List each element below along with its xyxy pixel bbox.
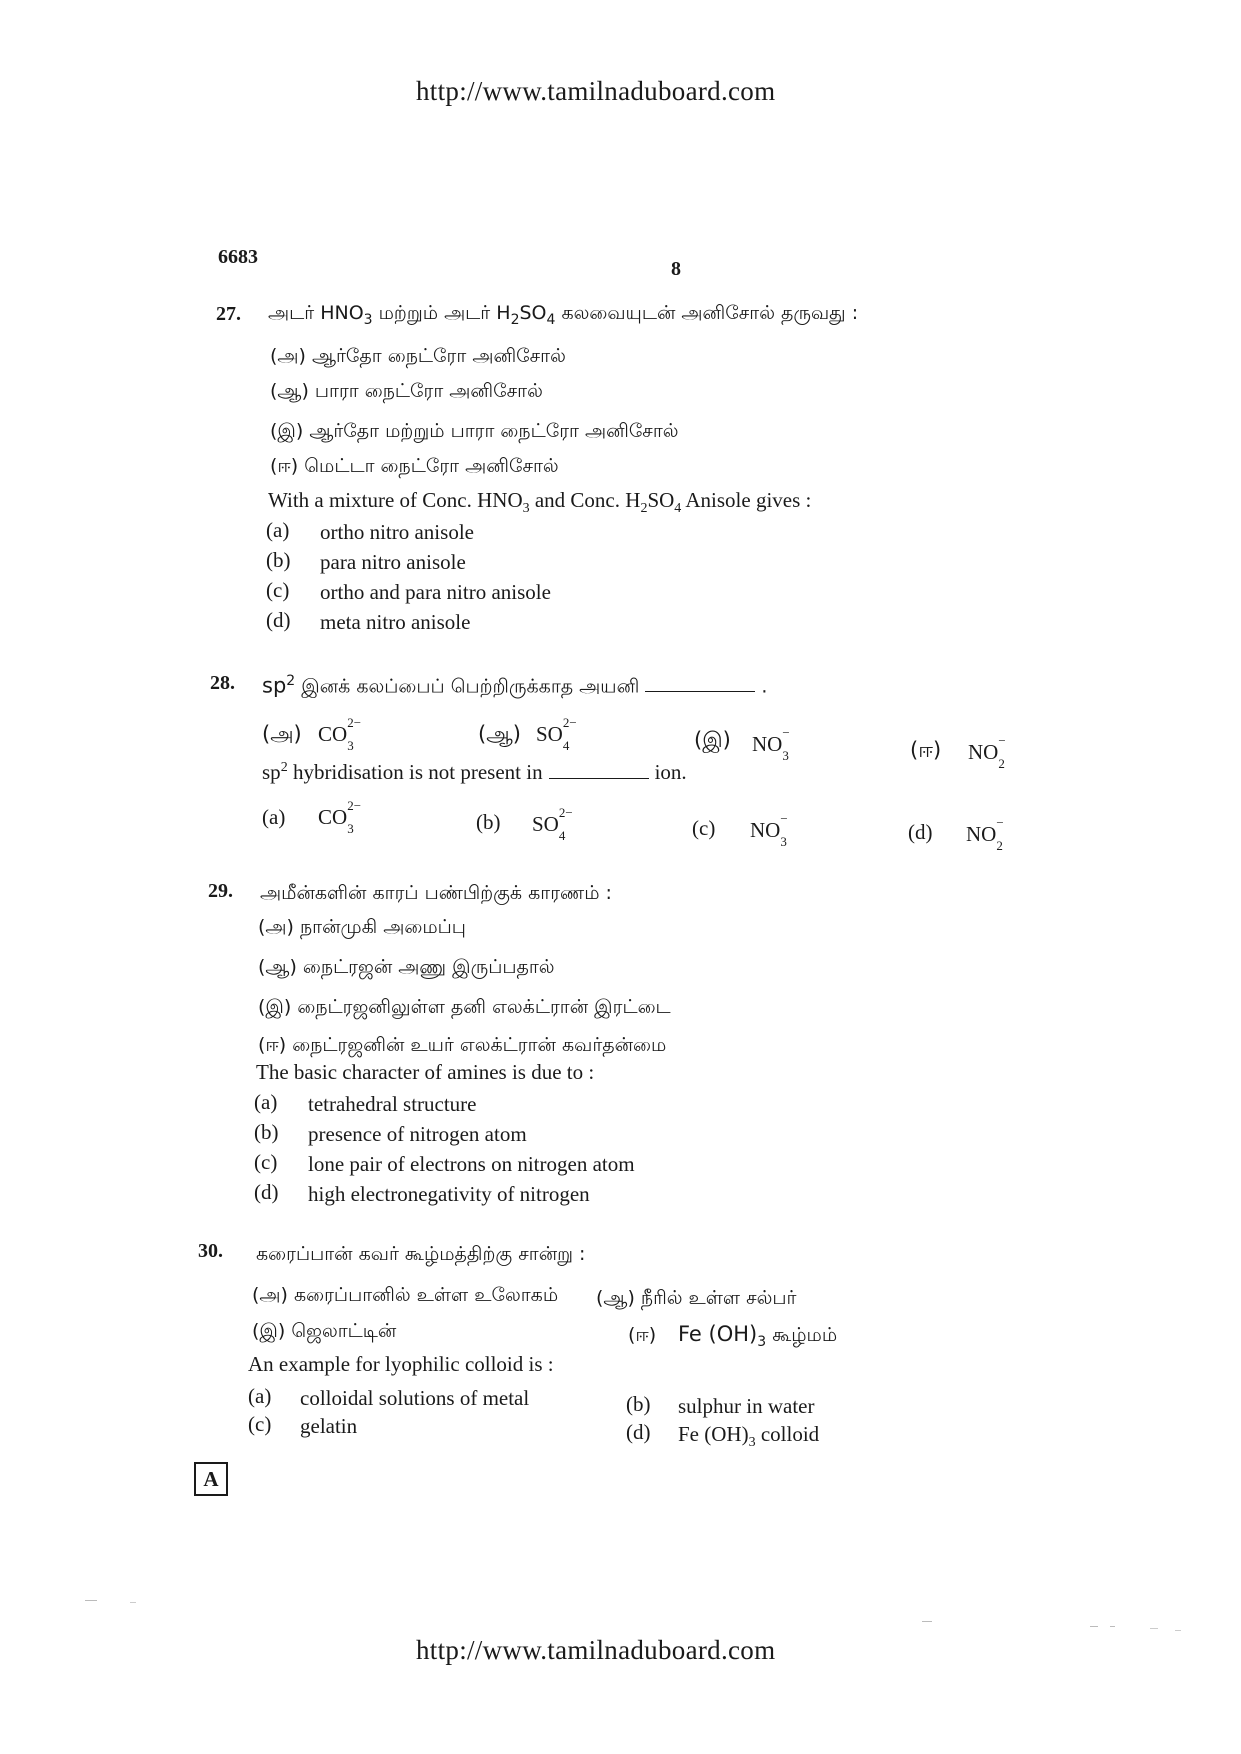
option-text: para nitro anisole bbox=[320, 550, 466, 574]
option-label: (c) bbox=[266, 578, 290, 602]
option-label: (a) bbox=[266, 518, 290, 542]
option-tamil: (ஆ) பாரா நைட்ரோ அனிசோல் bbox=[270, 380, 543, 402]
option-ion: CO 2− 3 bbox=[318, 798, 362, 836]
option-label: (b) bbox=[254, 1120, 279, 1144]
option-ion: NO − 2 bbox=[966, 815, 1004, 853]
option-label: (d) bbox=[254, 1180, 279, 1204]
question-stem-english: $sp^2$ hybridisation is not present in ion. bbox=[262, 760, 687, 784]
option-label: (d) bbox=[908, 820, 933, 844]
option-label: (b) bbox=[476, 810, 501, 834]
option-ion: NO − 3 bbox=[750, 811, 788, 849]
scan-speck bbox=[1175, 1630, 1181, 1631]
option-text: presence of nitrogen atom bbox=[308, 1122, 527, 1146]
option-ion: SO 2− 4 bbox=[532, 805, 573, 843]
option-ion: CO 2− 3 bbox=[318, 715, 362, 753]
option-label: (d) bbox=[626, 1420, 651, 1444]
version-box: A bbox=[194, 1462, 228, 1496]
scan-speck bbox=[922, 1621, 932, 1622]
scan-speck bbox=[1110, 1626, 1115, 1627]
option-label: (d) bbox=[266, 608, 291, 632]
header-url: http://www.tamilnaduboard.com bbox=[416, 76, 776, 106]
option-label: (b) bbox=[626, 1392, 651, 1416]
option-tamil: (அ) ஆர்தோ நைட்ரோ அனிசோல் bbox=[270, 345, 566, 367]
scan-speck bbox=[85, 1600, 97, 1601]
option-tamil: (ஆ) நைட்ரஜன் அணு இருப்பதால் bbox=[258, 956, 555, 978]
option-ion: NO − 2 bbox=[968, 733, 1006, 771]
scan-speck bbox=[1090, 1626, 1098, 1627]
option-label: (b) bbox=[266, 548, 291, 572]
option-text: Fe $(OH)_3$ colloid bbox=[678, 1422, 820, 1451]
option-tamil: (இ) நைட்ரஜனிலுள்ள தனி எலக்ட்ரான் இரட்டை bbox=[258, 996, 671, 1018]
question-number: 29. bbox=[208, 880, 233, 902]
option-text: colloidal solutions of metal bbox=[300, 1386, 530, 1410]
option-tamil: (அ) நான்முகி அமைப்பு bbox=[258, 916, 466, 938]
option-label: (c) bbox=[692, 816, 716, 840]
option-tamil: Fe $(OH)_3$ கூழ்மம் bbox=[678, 1322, 838, 1350]
footer-url: http://www.tamilnaduboard.com bbox=[416, 1635, 776, 1665]
question-stem-tamil: அமீன்களின் காரப் பண்பிற்குக் காரணம் : bbox=[260, 882, 612, 904]
option-tamil: (இ) ஆர்தோ மற்றும் பாரா நைட்ரோ அனிசோல் bbox=[270, 420, 679, 442]
option-label: (அ) bbox=[262, 722, 302, 746]
option-label: (a) bbox=[248, 1384, 272, 1408]
question-stem-english: The basic character of amines is due to : bbox=[256, 1060, 595, 1084]
option-text: gelatin bbox=[300, 1414, 358, 1438]
option-label: (ஆ) bbox=[478, 722, 521, 746]
option-label: (ஈ) bbox=[910, 738, 942, 762]
option-text: tetrahedral structure bbox=[308, 1092, 477, 1116]
option-tamil: (இ) ஜெலாட்டின் bbox=[252, 1320, 397, 1342]
option-label: (a) bbox=[262, 805, 286, 829]
option-label: (a) bbox=[254, 1090, 278, 1114]
option-label: (ஈ) bbox=[628, 1324, 657, 1346]
question-number: 28. bbox=[210, 672, 235, 694]
option-tamil: (ஈ) மெட்டா நைட்ரோ அனிசோல் bbox=[270, 455, 559, 477]
option-label: (c) bbox=[248, 1412, 272, 1436]
page-number: 8 bbox=[671, 258, 681, 280]
option-tamil: (அ) கரைப்பானில் உள்ள உலோகம் bbox=[252, 1284, 559, 1306]
question-number: 30. bbox=[198, 1240, 223, 1262]
option-tamil: (ஈ) நைட்ரஜனின் உயர் எலக்ட்ரான் கவர்தன்மை bbox=[258, 1034, 667, 1056]
option-text: meta nitro anisole bbox=[320, 610, 471, 634]
question-stem-english: An example for lyophilic colloid is : bbox=[248, 1352, 554, 1376]
option-label: (இ) bbox=[694, 728, 731, 752]
option-text: lone pair of electrons on nitrogen atom bbox=[308, 1152, 635, 1176]
question-number: 27. bbox=[216, 303, 241, 325]
option-label: (c) bbox=[254, 1150, 278, 1174]
question-stem-english: With a mixture of Conc. $HNO_3$ and Conc. $H_2SO_4$ Anisole gives : bbox=[268, 488, 812, 517]
option-text: ortho nitro anisole bbox=[320, 520, 474, 544]
option-ion: NO − 3 bbox=[752, 725, 790, 763]
option-tamil: (ஆ) நீரில் உள்ள சல்பர் bbox=[596, 1287, 797, 1309]
question-stem-tamil: அடர் $HNO_3$ மற்றும் அடர் $H_2SO_4$ கலவையுடன் அனிசோல் தருவது : bbox=[268, 302, 859, 328]
paper-code: 6683 bbox=[218, 246, 258, 268]
option-text: sulphur in water bbox=[678, 1394, 815, 1418]
question-stem-tamil: $sp^2$ இனக் கலப்பைப் பெற்றிருக்காத அயனி . bbox=[262, 673, 768, 698]
option-text: high electronegativity of nitrogen bbox=[308, 1182, 590, 1206]
option-ion: SO 2− 4 bbox=[536, 715, 577, 753]
scan-speck bbox=[130, 1602, 136, 1603]
scan-speck bbox=[1150, 1628, 1158, 1629]
question-stem-tamil: கரைப்பான் கவர் கூழ்மத்திற்கு சான்று : bbox=[256, 1243, 586, 1265]
option-text: ortho and para nitro anisole bbox=[320, 580, 551, 604]
